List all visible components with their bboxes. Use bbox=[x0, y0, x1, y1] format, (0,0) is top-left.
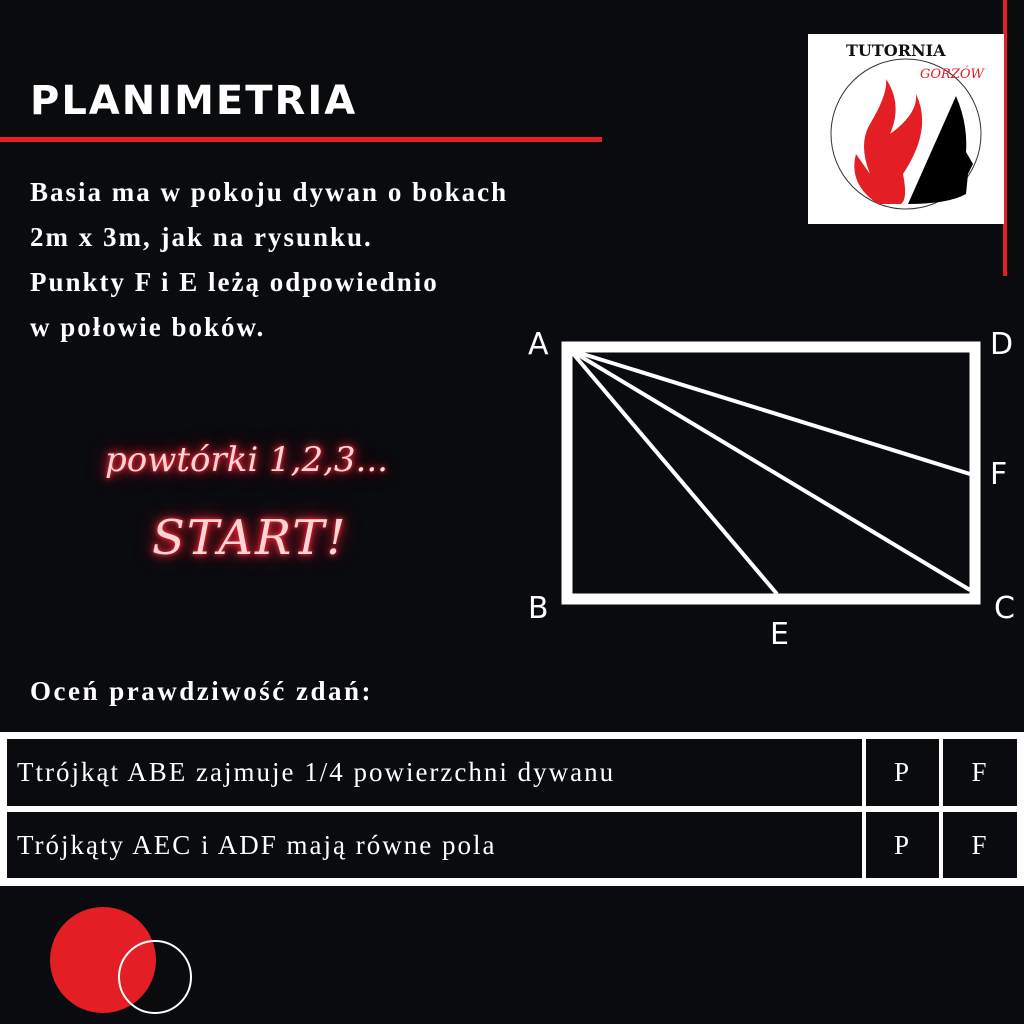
problem-line: Punkty F i E leżą odpowiednio bbox=[30, 267, 439, 297]
problem-line: 2m x 3m, jak na rysunku. bbox=[30, 222, 373, 252]
neon-text-start: START! bbox=[152, 510, 348, 566]
question-heading: Oceń prawdziwość zdań: bbox=[30, 676, 373, 706]
logo bbox=[808, 34, 1004, 224]
segment-AE bbox=[570, 350, 777, 594]
statement-cell: Trójkąty AEC i ADF mają równe pola bbox=[7, 812, 862, 878]
true-option[interactable]: P bbox=[866, 812, 939, 878]
problem-line: Basia ma w pokoju dywan o bokach bbox=[30, 177, 509, 207]
title-underline bbox=[0, 137, 602, 142]
label-D: D bbox=[990, 327, 1014, 362]
label-B: B bbox=[528, 591, 549, 626]
decorative-outline-circle bbox=[118, 940, 192, 1014]
problem-line: w połowie boków. bbox=[30, 312, 266, 342]
label-A: A bbox=[528, 327, 549, 362]
logo-text: TUTORNIA bbox=[846, 41, 946, 60]
false-option[interactable]: F bbox=[943, 739, 1017, 806]
problem-text bbox=[30, 170, 508, 350]
statement-cell: Ttrójkąt ABE zajmuje 1/4 powierzchni dywanu bbox=[7, 739, 862, 806]
label-F: F bbox=[990, 457, 1008, 492]
page-title: PLANIMETRIA bbox=[30, 78, 358, 124]
segment-AF bbox=[570, 350, 970, 474]
rectangle-figure bbox=[510, 320, 1024, 660]
label-C: C bbox=[994, 591, 1015, 626]
false-option[interactable]: F bbox=[943, 812, 1017, 878]
true-false-table bbox=[0, 732, 1024, 886]
neon-text-repetitions: powtórki 1,2,3... bbox=[105, 440, 388, 480]
label-E: E bbox=[770, 617, 789, 652]
true-option[interactable]: P bbox=[866, 739, 939, 806]
logo-script-text: GORZÓW bbox=[920, 67, 984, 82]
segment-AC bbox=[570, 350, 970, 590]
